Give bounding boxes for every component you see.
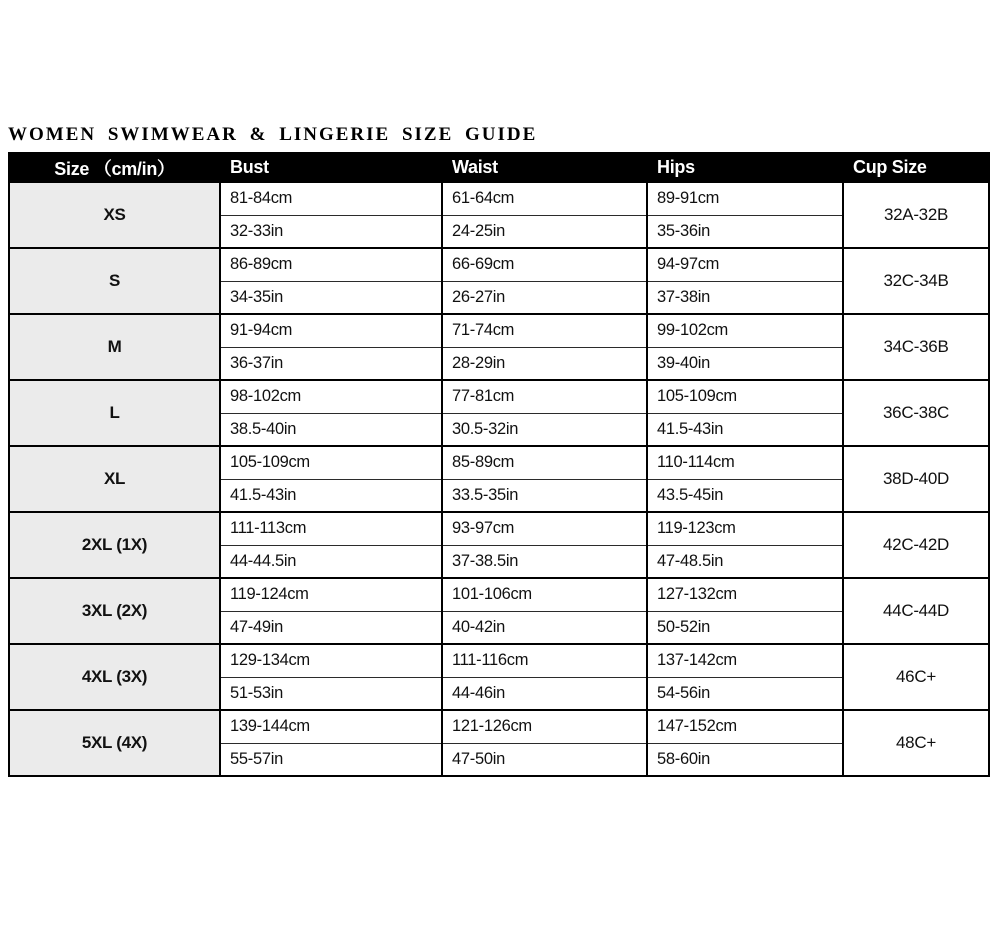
hips-cm-cell: 119-123cm	[647, 512, 843, 545]
bust-in-cell: 55-57in	[220, 743, 442, 776]
size-label-cell: 5XL (4X)	[9, 710, 220, 776]
bust-in-cell: 34-35in	[220, 281, 442, 314]
hips-in-cell: 47-48.5in	[647, 545, 843, 578]
size-label-cell: XS	[9, 182, 220, 248]
waist-in-cell: 33.5-35in	[442, 479, 647, 512]
bust-cm-cell: 129-134cm	[220, 644, 442, 677]
size-label-cell: L	[9, 380, 220, 446]
hips-in-cell: 50-52in	[647, 611, 843, 644]
hips-cm-cell: 99-102cm	[647, 314, 843, 347]
table-row	[9, 644, 989, 677]
bust-in-cell: 47-49in	[220, 611, 442, 644]
hips-in-cell: 39-40in	[647, 347, 843, 380]
col-header-bust: Bust	[220, 153, 442, 182]
cup-size-cell: 32A-32B	[843, 182, 989, 248]
hips-in-cell: 43.5-45in	[647, 479, 843, 512]
table-row	[9, 578, 989, 611]
waist-cm-cell: 66-69cm	[442, 248, 647, 281]
hips-cm-cell: 105-109cm	[647, 380, 843, 413]
hips-cm-cell: 127-132cm	[647, 578, 843, 611]
waist-cm-cell: 85-89cm	[442, 446, 647, 479]
cup-size-cell: 34C-36B	[843, 314, 989, 380]
waist-in-cell: 24-25in	[442, 215, 647, 248]
cup-size-cell: 32C-34B	[843, 248, 989, 314]
waist-cm-cell: 71-74cm	[442, 314, 647, 347]
table-row	[9, 512, 989, 545]
hips-cm-cell: 110-114cm	[647, 446, 843, 479]
waist-cm-cell: 77-81cm	[442, 380, 647, 413]
hips-in-cell: 35-36in	[647, 215, 843, 248]
table-row	[9, 314, 989, 347]
waist-in-cell: 44-46in	[442, 677, 647, 710]
table-row	[9, 446, 989, 479]
bust-cm-cell: 86-89cm	[220, 248, 442, 281]
waist-in-cell: 47-50in	[442, 743, 647, 776]
page-title: WOMEN SWIMWEAR & LINGERIE SIZE GUIDE	[8, 124, 538, 145]
hips-in-cell: 37-38in	[647, 281, 843, 314]
size-label-cell: M	[9, 314, 220, 380]
size-label-cell: S	[9, 248, 220, 314]
table-row	[9, 380, 989, 413]
cup-size-cell: 46C+	[843, 644, 989, 710]
cup-size-cell: 48C+	[843, 710, 989, 776]
cup-size-cell: 42C-42D	[843, 512, 989, 578]
waist-in-cell: 40-42in	[442, 611, 647, 644]
bust-cm-cell: 119-124cm	[220, 578, 442, 611]
bust-in-cell: 41.5-43in	[220, 479, 442, 512]
hips-cm-cell: 89-91cm	[647, 182, 843, 215]
bust-in-cell: 51-53in	[220, 677, 442, 710]
hips-cm-cell: 94-97cm	[647, 248, 843, 281]
hips-cm-cell: 137-142cm	[647, 644, 843, 677]
waist-cm-cell: 101-106cm	[442, 578, 647, 611]
table-row	[9, 248, 989, 281]
waist-in-cell: 30.5-32in	[442, 413, 647, 446]
col-header-size: Size （cm/in）	[9, 153, 220, 182]
cup-size-cell: 38D-40D	[843, 446, 989, 512]
bust-cm-cell: 81-84cm	[220, 182, 442, 215]
bust-in-cell: 36-37in	[220, 347, 442, 380]
bust-in-cell: 38.5-40in	[220, 413, 442, 446]
waist-cm-cell: 121-126cm	[442, 710, 647, 743]
bust-cm-cell: 98-102cm	[220, 380, 442, 413]
bust-in-cell: 32-33in	[220, 215, 442, 248]
col-header-hips: Hips	[647, 153, 843, 182]
waist-in-cell: 26-27in	[442, 281, 647, 314]
hips-in-cell: 54-56in	[647, 677, 843, 710]
header-row	[9, 153, 989, 182]
size-guide-table	[8, 152, 990, 777]
waist-in-cell: 28-29in	[442, 347, 647, 380]
size-label-cell: 2XL (1X)	[9, 512, 220, 578]
col-header-waist: Waist	[442, 153, 647, 182]
waist-cm-cell: 93-97cm	[442, 512, 647, 545]
size-label-cell: 3XL (2X)	[9, 578, 220, 644]
bust-cm-cell: 139-144cm	[220, 710, 442, 743]
table-row	[9, 182, 989, 215]
bust-cm-cell: 105-109cm	[220, 446, 442, 479]
size-label-cell: XL	[9, 446, 220, 512]
waist-cm-cell: 61-64cm	[442, 182, 647, 215]
cup-size-cell: 36C-38C	[843, 380, 989, 446]
cup-size-cell: 44C-44D	[843, 578, 989, 644]
bust-cm-cell: 111-113cm	[220, 512, 442, 545]
hips-in-cell: 58-60in	[647, 743, 843, 776]
table-row	[9, 710, 989, 743]
size-label-cell: 4XL (3X)	[9, 644, 220, 710]
col-header-cup-size: Cup Size	[843, 153, 989, 182]
hips-in-cell: 41.5-43in	[647, 413, 843, 446]
waist-cm-cell: 111-116cm	[442, 644, 647, 677]
hips-cm-cell: 147-152cm	[647, 710, 843, 743]
bust-cm-cell: 91-94cm	[220, 314, 442, 347]
bust-in-cell: 44-44.5in	[220, 545, 442, 578]
waist-in-cell: 37-38.5in	[442, 545, 647, 578]
